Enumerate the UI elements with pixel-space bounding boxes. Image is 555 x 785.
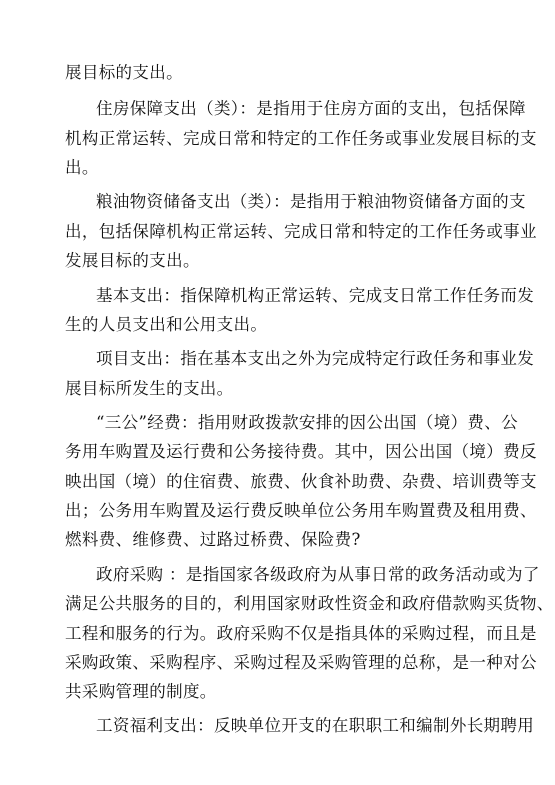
text-line: 出；公务用车购置及运行费反映单位公务用车购置费及租用费、: [65, 501, 537, 520]
text-line: 共采购管理的制度。: [65, 682, 217, 701]
paragraph-basic-expenditure-heading-line: 基本支出：指保障机构正常运转、完成支日常工作任务而发: [96, 286, 535, 305]
text-line: 生的人员支出和公用支出。: [65, 315, 268, 334]
text-line: 展目标的支出。: [65, 63, 183, 82]
text-line: 采购政策、采购程序、采购过程及采购管理的总称，是一种对公: [65, 653, 537, 672]
text-line: 映出国（境）的住宿费、旅费、伙食补助费、杂费、培训费等支: [65, 472, 537, 491]
paragraph-housing-heading-line: 住房保障支出（类）：是指用于住房方面的支出，包括保障: [96, 99, 526, 118]
text-line: 满足公共服务的目的，利用国家财政性资金和政府借款购买货物、: [65, 594, 554, 613]
paragraph-wage-welfare-heading-line: 工资福利支出：反映单位开支的在职职工和编制外长期聘用: [96, 716, 535, 735]
text-line: 务用车购置及运行费和公务接待费。其中，因公出国（境）费反: [65, 442, 537, 461]
text-line: 出，包括保障机构正常运转、完成日常和特定的工作任务或事业: [65, 222, 537, 241]
text-line: 展目标所发生的支出。: [65, 379, 234, 398]
text-line: 出。: [65, 158, 99, 177]
text-line: 工程和服务的行为。政府采购不仅是指具体的采购过程，而且是: [65, 624, 537, 643]
paragraph-government-procurement-heading-line: 政府采购 ：是指国家各级政府为从事日常的政务活动或为了: [96, 565, 540, 584]
text-line: 机构正常运转、完成日常和特定的工作任务或事业发展目标的支: [65, 129, 537, 148]
text-line: 燃料费、维修费、过路过桥费、保险费?: [65, 530, 361, 549]
paragraph-project-expenditure-heading-line: 项目支出：指在基本支出之外为完成特定行政任务和事业发: [96, 349, 535, 368]
paragraph-three-public-heading-line: “三公”经费：指用财政拨款安排的因公出国（境）费、公: [96, 413, 518, 432]
text-line: 发展目标的支出。: [65, 251, 200, 270]
paragraph-grain-reserve-heading-line: 粮油物资储备支出（类）：是指用于粮油物资储备方面的支: [96, 192, 526, 211]
